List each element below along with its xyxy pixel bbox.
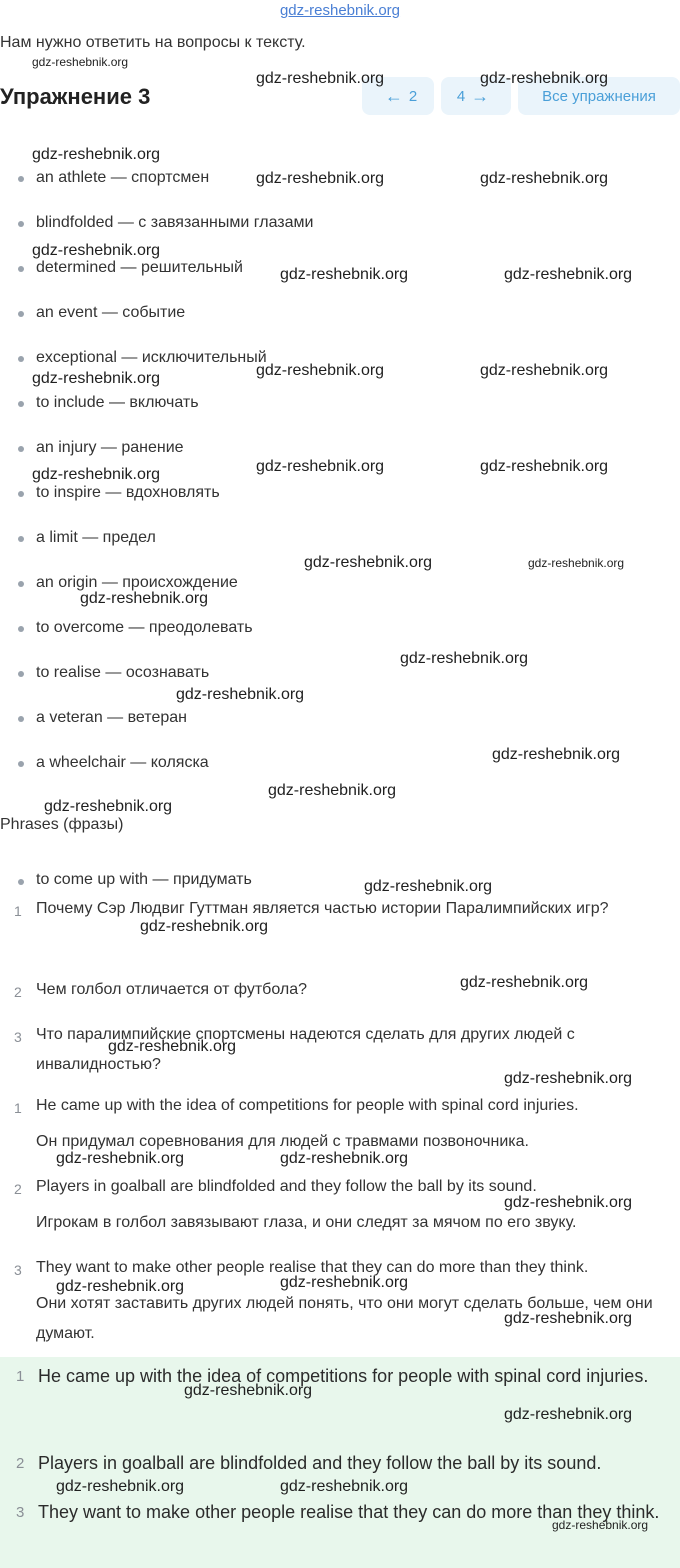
watermark: gdz-reshebnik.org	[56, 1478, 185, 1495]
watermark: gdz-reshebnik.org	[256, 458, 385, 475]
bullet-icon	[18, 446, 24, 452]
list-item: an athlete — спортсмен	[36, 169, 210, 186]
watermark: gdz-reshebnik.org	[32, 466, 161, 483]
list-item: blindfolded — с завязанными глазами	[36, 214, 314, 231]
bullet-icon	[18, 491, 24, 497]
prev-exercise-label: 2	[408, 87, 418, 105]
watermark: gdz-reshebnik.org	[280, 1478, 409, 1495]
bullet-icon	[18, 536, 24, 542]
watermark: gdz-reshebnik.org	[256, 170, 385, 187]
phrase-item: to come up with — придумать	[36, 871, 252, 888]
bullet-icon	[18, 716, 24, 722]
bullet-icon	[18, 626, 24, 632]
arrow-left-icon: ←	[384, 85, 403, 106]
final-answer-text: Players in goalball are blindfolded and they follow the ball by its sound.	[38, 1453, 602, 1473]
list-item: a limit — предел	[36, 529, 156, 546]
intro-text: Нам нужно ответить на вопросы к тексту.	[0, 34, 306, 51]
watermark: gdz-reshebnik.org	[400, 650, 529, 667]
final-answer-text: He came up with the idea of competitions for people with spinal cord injuries.	[38, 1366, 649, 1386]
watermark: gdz-reshebnik.org	[480, 458, 609, 475]
final-answer-text: They want to make other people realise that they can do more than they think.	[38, 1502, 660, 1522]
watermark: gdz-reshebnik.org	[32, 55, 129, 69]
answer-ru: Они хотят заставить других людей понять, что они могут сделать больше, чем они думают.	[36, 1295, 653, 1342]
question-number: 2	[14, 984, 22, 1000]
bullet-icon	[18, 356, 24, 362]
final-answer-number: 2	[16, 1455, 25, 1472]
watermark: gdz-reshebnik.org	[32, 242, 161, 259]
list-item: an injury — ранение	[36, 439, 184, 456]
watermark: gdz-reshebnik.org	[364, 878, 493, 895]
answer-en: Players in goalball are blindfolded and they follow the ball by its sound.	[36, 1178, 537, 1195]
list-item: to inspire — вдохновлять	[36, 484, 220, 501]
bullet-icon	[18, 761, 24, 767]
watermark: gdz-reshebnik.org	[280, 1150, 409, 1167]
question-number: 1	[14, 903, 22, 919]
answer-en: They want to make other people realise that they can do more than they think.	[36, 1259, 589, 1276]
watermark: gdz-reshebnik.org	[56, 1150, 185, 1167]
phrases-heading: Phrases (фразы)	[0, 816, 124, 833]
watermark: gdz-reshebnik.org	[32, 370, 161, 387]
watermark: gdz-reshebnik.org	[56, 1278, 185, 1295]
bullet-icon	[18, 671, 24, 677]
list-item: a wheelchair — коляска	[36, 754, 209, 771]
next-exercise-label: 4	[456, 87, 466, 105]
watermark: gdz-reshebnik.org	[176, 686, 305, 703]
watermark: gdz-reshebnik.org	[504, 1194, 633, 1211]
list-item: determined — решительный	[36, 259, 243, 276]
final-answer-number: 1	[16, 1368, 25, 1385]
watermark: gdz-reshebnik.org	[492, 746, 621, 763]
all-exercises-label: Все упражнения	[542, 87, 656, 105]
watermark: gdz-reshebnik.org	[280, 1274, 409, 1291]
bullet-icon	[18, 581, 24, 587]
watermark: gdz-reshebnik.org	[184, 1382, 313, 1399]
list-item: to overcome — преодолевать	[36, 619, 253, 636]
watermark: gdz-reshebnik.org	[304, 554, 433, 571]
answer-ru: Он придумал соревнования для людей с травмами позвоночника.	[36, 1133, 529, 1150]
watermark: gdz-reshebnik.org	[552, 1518, 649, 1532]
watermark: gdz-reshebnik.org	[504, 266, 633, 283]
watermark: gdz-reshebnik.org	[256, 70, 385, 87]
list-item: a veteran — ветеран	[36, 709, 187, 726]
watermark: gdz-reshebnik.org	[480, 170, 609, 187]
watermark: gdz-reshebnik.org	[504, 1406, 633, 1423]
watermark: gdz-reshebnik.org	[280, 266, 409, 283]
watermark: gdz-reshebnik.org	[268, 782, 397, 799]
answer-number: 2	[14, 1181, 22, 1197]
bullet-icon	[18, 879, 24, 885]
watermark: gdz-reshebnik.org	[108, 1038, 237, 1055]
watermark: gdz-reshebnik.org	[32, 146, 161, 163]
watermark: gdz-reshebnik.org	[504, 1310, 633, 1327]
bullet-icon	[18, 176, 24, 182]
watermark: gdz-reshebnik.org	[460, 974, 589, 991]
watermark: gdz-reshebnik.org	[256, 362, 385, 379]
watermark: gdz-reshebnik.org	[504, 1070, 633, 1087]
bullet-icon	[18, 311, 24, 317]
watermark: gdz-reshebnik.org	[480, 362, 609, 379]
question-text: Чем голбол отличается от футбола?	[36, 981, 307, 998]
arrow-right-icon: →	[471, 85, 490, 106]
question-text: Что паралимпийские спортсмены надеются сделать для других людей с инвалидностью?	[36, 1026, 575, 1073]
site-link[interactable]: gdz-reshebnik.org	[279, 2, 401, 19]
answer-ru: Игрокам в голбол завязывают глаза, и они следят за мячом по его звуку.	[36, 1214, 577, 1231]
page-title: Упражнение 3	[0, 84, 151, 109]
list-item: to include — включать	[36, 394, 199, 411]
watermark: gdz-reshebnik.org	[528, 556, 625, 570]
answer-en: He came up with the idea of competitions for people with spinal cord injuries.	[36, 1097, 579, 1114]
bullet-icon	[18, 401, 24, 407]
answer-number: 3	[14, 1262, 22, 1278]
final-answer-number: 3	[16, 1504, 25, 1521]
watermark: gdz-reshebnik.org	[80, 590, 209, 607]
question-number: 3	[14, 1029, 22, 1045]
answer-number: 1	[14, 1100, 22, 1116]
watermark: gdz-reshebnik.org	[140, 918, 269, 935]
list-item: an event — событие	[36, 304, 186, 321]
list-item: an origin — происхождение	[36, 574, 238, 591]
bullet-icon	[18, 221, 24, 227]
list-item: to realise — осознавать	[36, 664, 210, 681]
bullet-icon	[18, 266, 24, 272]
watermark: gdz-reshebnik.org	[44, 798, 173, 815]
question-text: Почему Сэр Людвиг Гуттман является частью истории Паралимпийских игр?	[36, 900, 609, 917]
list-item: exceptional — исключительный	[36, 349, 267, 366]
watermark: gdz-reshebnik.org	[480, 70, 609, 87]
